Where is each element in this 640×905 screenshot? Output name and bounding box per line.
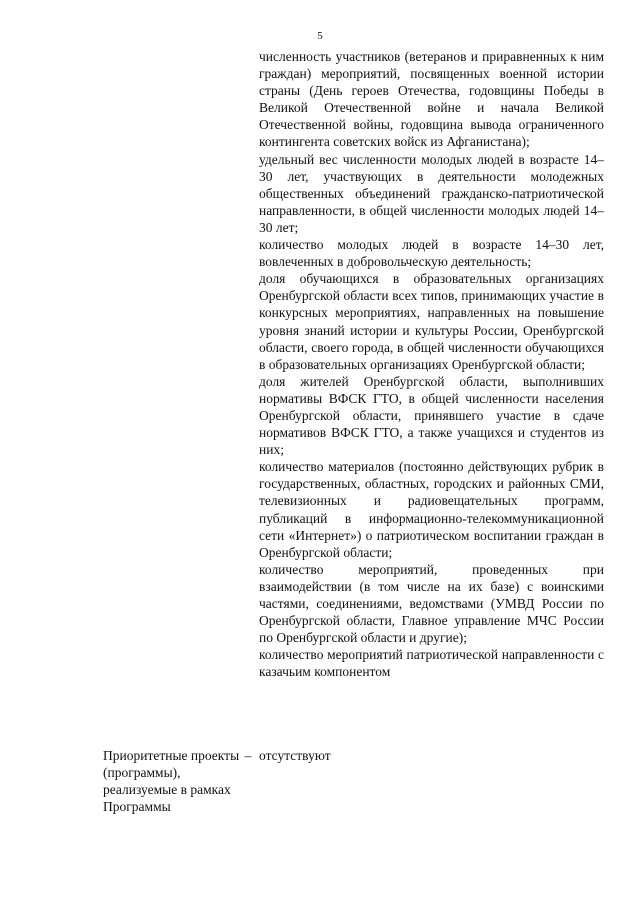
indicator-item: количество материалов (постоянно действующих рубрик в государственных, областных, городских и районных СМИ, телевизионных и радиовещательных программ, публикаций в информационно-телекоммуникационной сети «Интернет») о патриотическом воспитании граждан в Оренбургской области; [259,459,604,560]
indicators-list [259,48,604,680]
row-dash: – [244,748,252,763]
indicator-item: численность участников (ветеранов и приравненных к ним граждан) мероприятий, посвященных военной истории страны (День героев Отечества, годовщины Победы в Великой Отечественной войне и начала Великой Отечественной войны, годовщина вывода ограниченного контингента советских войск из Афганистана); [259,49,604,150]
indicator-item: количество мероприятий патриотической направленности с казачьим компонентом [259,647,604,680]
indicator-item: удельный вес численности молодых людей в возрасте 14–30 лет, участвующих в деятельности молодежных общественных объединений гражданско-патриотической направленности, в общей численности молодых людей 14–30 лет; [259,151,604,235]
priority-projects-value: отсутствуют [259,748,331,763]
indicator-item: доля обучающихся в образовательных организациях Оренбургской области всех типов, принимающих участие в конкурсных мероприятиях, направленных на повышение уровня знаний истории и культуры России, Оренбургской области, своего города, в общей численности обучающихся в образовательных организациях Оренбургской области; [259,271,604,372]
indicator-item: количество мероприятий, проведенных при взаимодействии (в том числе на их базе) с воинскими частями, соединениями, ведомствами (УМВД России по Оренбургской области, Главное управление МЧС России по Оренбургской области и другие); [259,561,604,646]
priority-projects-label: Приоритетные проекты (программы), реализуемые в рамках Программы [103,748,240,815]
indicator-item: доля жителей Оренбургской области, выполнивших нормативы ВФСК ГТО, в общей численности населения Оренбургской области, принявшего участие в сдаче нормативов ВФСК ГТО, а также учащихся и студентов из них; [259,373,604,458]
page-number: 5 [317,30,323,42]
indicator-item: количество молодых людей в возрасте 14–30 лет, вовлеченных в добровольческую деятельность; [259,237,604,270]
